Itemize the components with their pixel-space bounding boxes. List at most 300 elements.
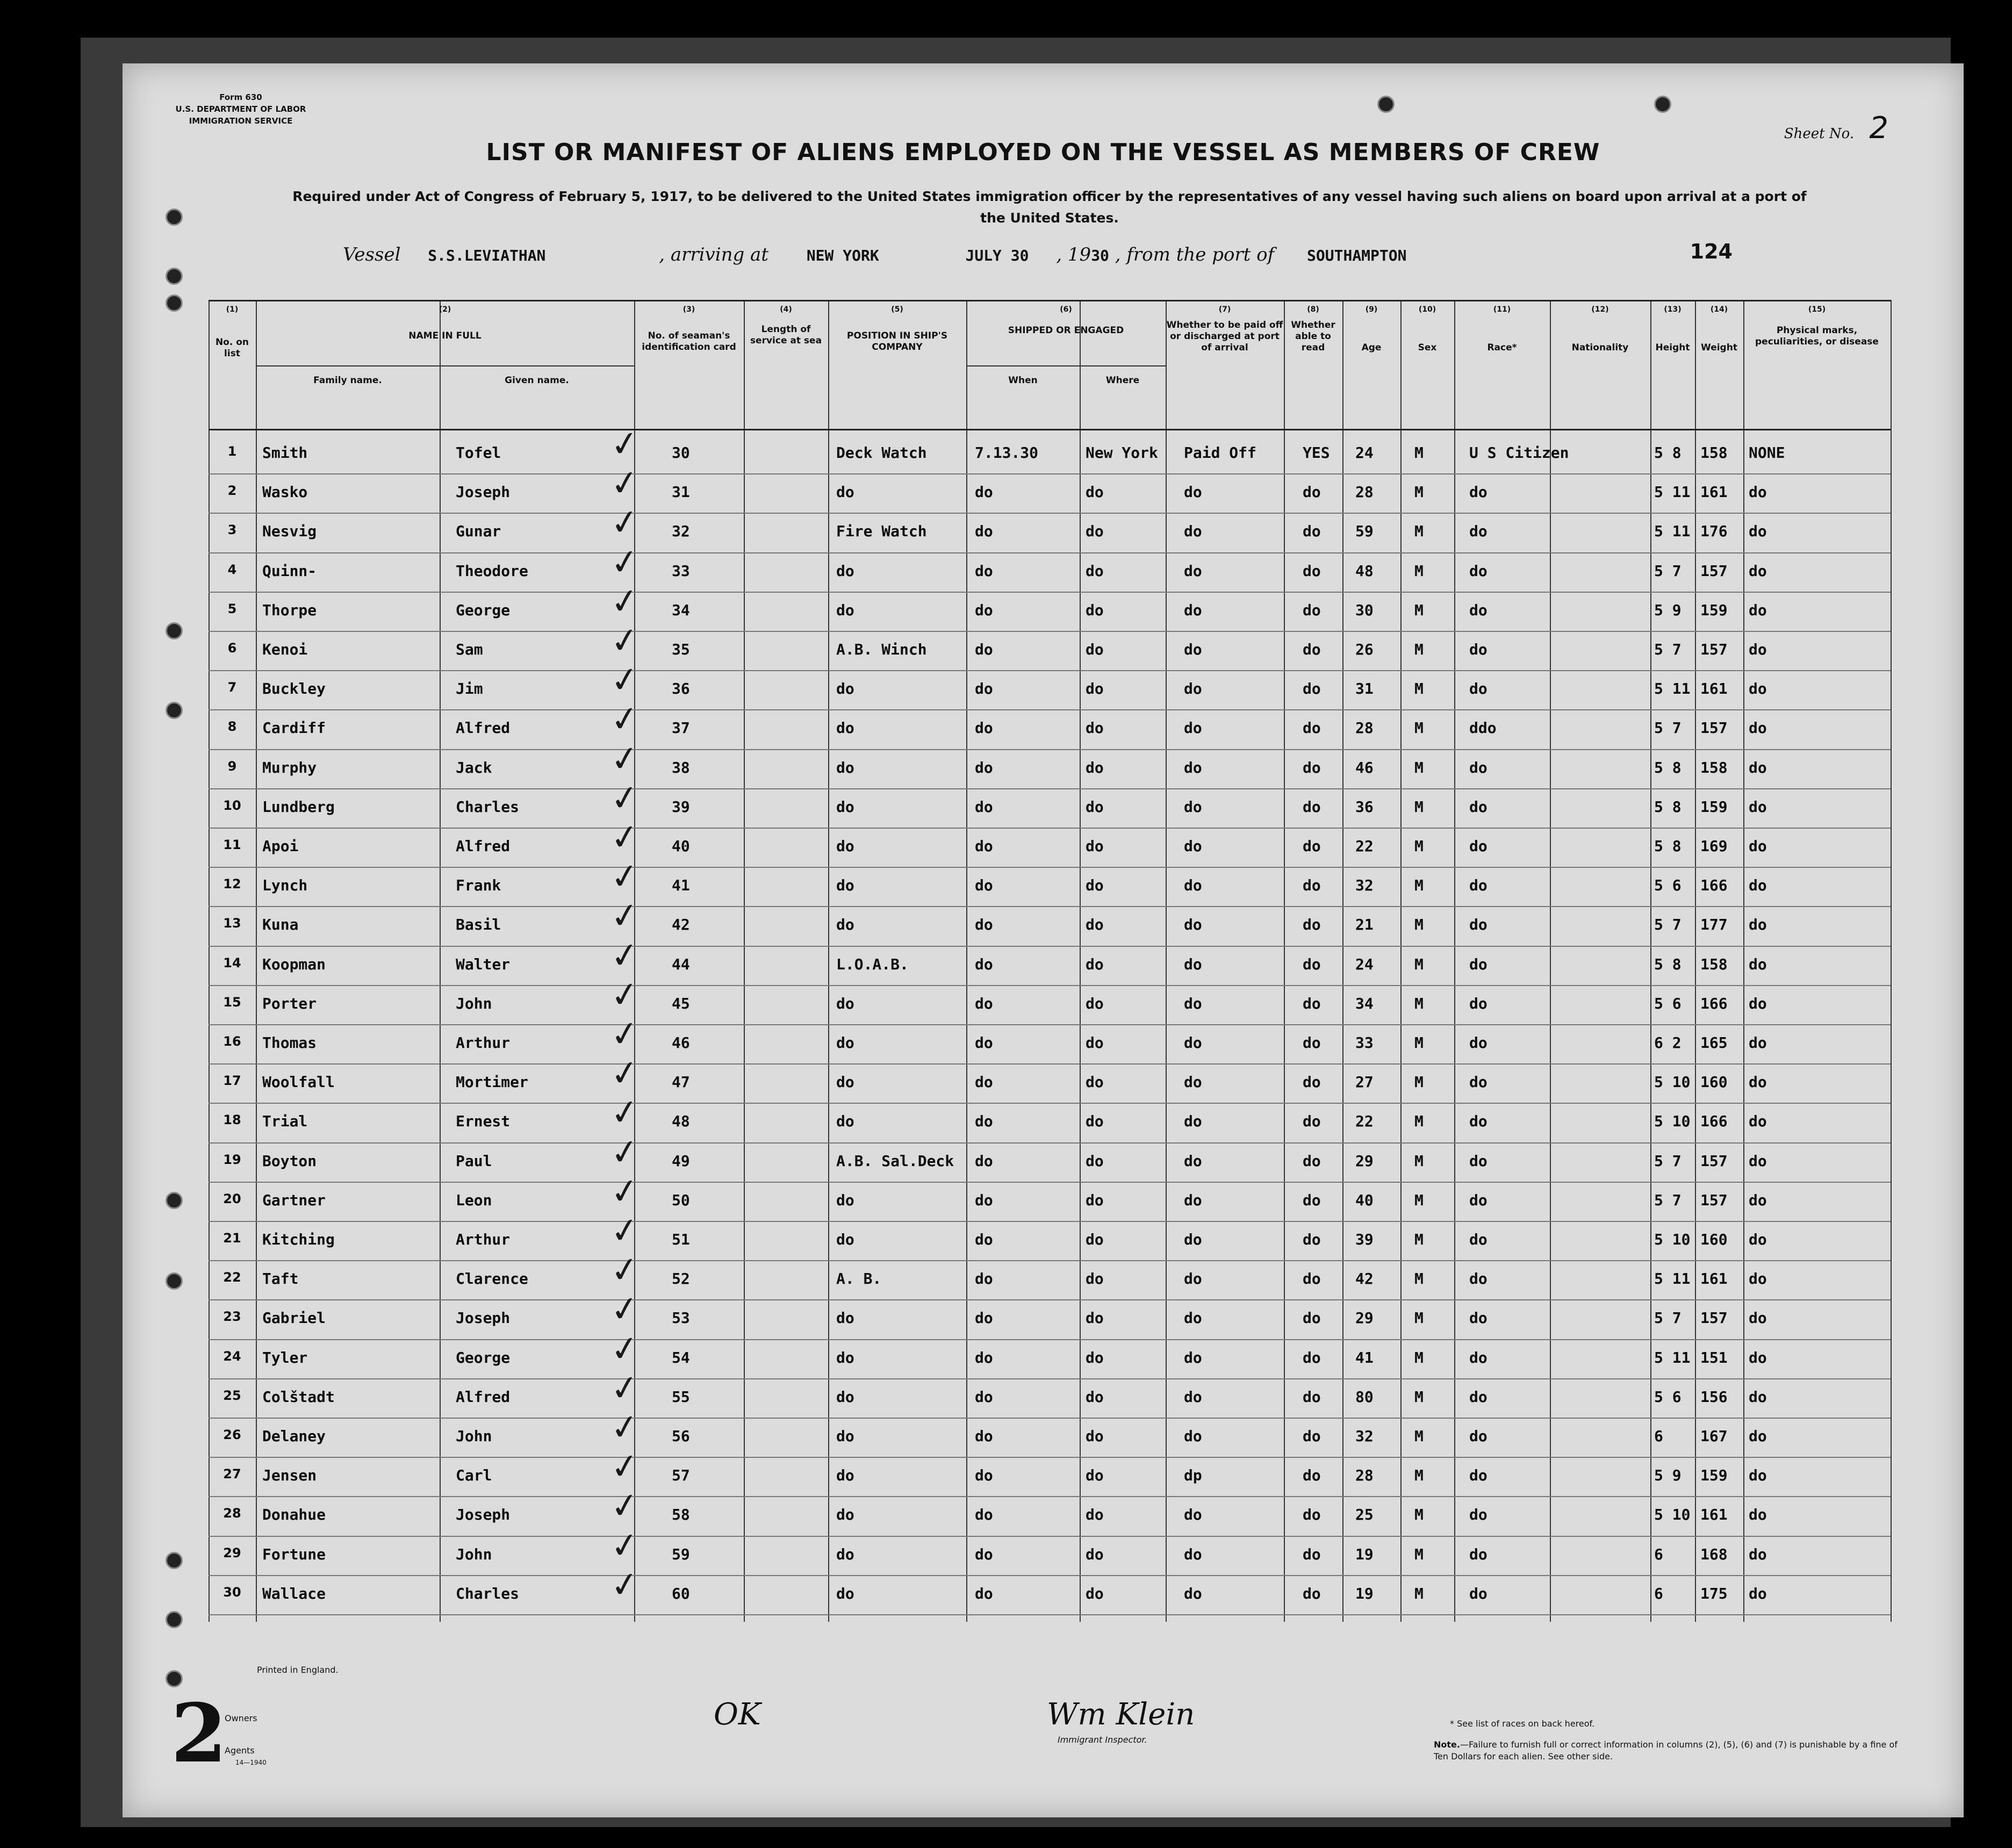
checkmark-icon: ✓ [608, 580, 642, 624]
cell-race: do [1469, 1034, 1488, 1052]
cell-read: do [1303, 1034, 1321, 1052]
row-rule [209, 749, 1891, 750]
row-rule [209, 592, 1891, 593]
arrival-date: JULY 30 [965, 247, 1029, 264]
cell-when: do [975, 1427, 993, 1445]
cell-where: do [1086, 876, 1104, 895]
cell-height: 5 8 [1654, 797, 1682, 816]
cell-given: Alfred [456, 1387, 511, 1406]
cell-marks: do [1749, 1034, 1767, 1052]
cell-card: 50 [672, 1191, 690, 1209]
cell-race: do [1469, 1584, 1488, 1602]
cell-sex: M [1414, 1466, 1424, 1485]
cell-race: do [1469, 1112, 1488, 1131]
form-code: 14—1940 [235, 1759, 267, 1766]
cell-marks: do [1749, 1270, 1767, 1288]
cell-family: Buckley [262, 680, 326, 698]
cell-when: do [975, 680, 993, 698]
cell-age: 32 [1355, 1427, 1374, 1445]
printed-note: Printed in England. [257, 1665, 339, 1675]
header-col5 [828, 304, 966, 353]
cell-no: 16 [223, 1034, 241, 1049]
checkmark-icon: ✓ [608, 1209, 642, 1253]
punch-hole-icon [166, 208, 183, 226]
cell-weight: 159 [1700, 797, 1728, 816]
cell-card: 60 [672, 1584, 690, 1602]
cell-when: do [975, 1506, 993, 1524]
cell-weight: 151 [1700, 1348, 1728, 1367]
checkmark-icon: ✓ [608, 1170, 642, 1214]
cell-weight: 157 [1700, 719, 1728, 737]
cell-position: do [836, 1348, 854, 1367]
cell-age: 25 [1355, 1506, 1374, 1524]
cell-family: Koopman [262, 955, 326, 973]
cell-no: 17 [223, 1073, 241, 1089]
cell-race: do [1469, 1348, 1488, 1367]
header-given-name: Given name. [505, 375, 569, 386]
punch-hole-icon [1377, 96, 1395, 113]
cell-race: do [1469, 1270, 1488, 1288]
row-rule [209, 1536, 1891, 1537]
cell-when: do [975, 837, 993, 855]
header-family-name: Family name. [313, 375, 382, 386]
checkmark-icon: ✓ [608, 1563, 642, 1607]
column-rule [1454, 300, 1455, 1622]
cell-read: do [1303, 1152, 1321, 1170]
cell-height: 5 8 [1654, 444, 1682, 462]
cell-age: 29 [1355, 1152, 1374, 1170]
col11-label: Race* [1487, 342, 1517, 353]
cell-card: 45 [672, 994, 690, 1012]
col3-number: (3) [682, 305, 695, 314]
row-rule [209, 1260, 1891, 1261]
arriving-label: , arriving at [659, 244, 768, 265]
cell-marks: do [1749, 1545, 1767, 1563]
cell-read: do [1303, 1270, 1321, 1288]
cell-family: Delaney [262, 1427, 326, 1445]
cell-where: do [1086, 955, 1104, 973]
checkmark-icon: ✓ [608, 1091, 642, 1135]
header-when: When [1008, 375, 1038, 386]
row-rule [209, 709, 1891, 710]
col13-number: (13) [1664, 305, 1682, 314]
row-rule [209, 1024, 1891, 1025]
cell-paid: do [1184, 837, 1202, 855]
checkmark-icon: ✓ [608, 1052, 642, 1096]
cell-where: do [1086, 719, 1104, 737]
cell-when: do [975, 1112, 993, 1131]
cell-given: Leon [456, 1191, 492, 1209]
col7-number: (7) [1218, 305, 1231, 314]
cell-given: Jack [456, 758, 492, 776]
cell-race: do [1469, 758, 1488, 776]
cell-paid: do [1184, 680, 1202, 698]
checkmark-icon: ✓ [608, 1248, 642, 1292]
cell-marks: do [1749, 601, 1767, 619]
col12-number: (12) [1591, 305, 1609, 314]
cell-race: do [1469, 483, 1488, 501]
cell-given: Tofel [456, 444, 501, 462]
cell-position: do [836, 1112, 854, 1131]
sheet-big-number: 2 [171, 1686, 227, 1781]
name-subrule [256, 365, 634, 366]
cell-height: 5 6 [1654, 876, 1682, 895]
cell-position: do [836, 797, 854, 816]
row-rule [209, 788, 1891, 789]
from-port: SOUTHAMPTON [1307, 247, 1407, 264]
cell-card: 42 [672, 916, 690, 934]
cell-paid: do [1184, 601, 1202, 619]
cell-paid: do [1184, 1506, 1202, 1524]
column-rule [1080, 365, 1081, 429]
cell-marks: do [1749, 719, 1767, 737]
cell-family: Lundberg [262, 797, 335, 816]
cell-family: Cardiff [262, 719, 326, 737]
cell-when: do [975, 994, 993, 1012]
cell-race: do [1469, 876, 1488, 895]
sheet-number-label: Sheet No. [1784, 126, 1855, 142]
cell-marks: do [1749, 1466, 1767, 1485]
cell-marks: do [1749, 522, 1767, 541]
cell-when: 7.13.30 [975, 444, 1039, 462]
sheet-inner [123, 63, 1964, 1817]
cell-paid: do [1184, 955, 1202, 973]
row-rule [209, 473, 1891, 474]
checkmark-icon: ✓ [608, 462, 642, 506]
col6-label: SHIPPED OR ENGAGED [1008, 325, 1124, 336]
cell-family: Thomas [262, 1034, 317, 1052]
cell-weight: 161 [1700, 483, 1728, 501]
cell-race: U S Citizen [1469, 444, 1569, 462]
cell-card: 33 [672, 562, 690, 580]
header-col14 [1695, 304, 1743, 354]
cell-given: Arthur [456, 1034, 511, 1052]
cell-card: 35 [672, 641, 690, 658]
cell-sex: M [1414, 1191, 1424, 1209]
cell-card: 34 [672, 601, 690, 619]
cell-age: 24 [1355, 444, 1374, 462]
cell-paid: do [1184, 1309, 1202, 1327]
year-suffix: 30 [1091, 247, 1109, 264]
cell-family: Jensen [262, 1466, 317, 1485]
cell-paid: do [1184, 1191, 1202, 1209]
cell-no: 15 [223, 994, 241, 1010]
cell-weight: 165 [1700, 1034, 1728, 1052]
cell-race: do [1469, 1309, 1488, 1327]
column-rule [1284, 300, 1285, 1622]
cell-height: 5 11 [1654, 1348, 1691, 1367]
cell-sex: M [1414, 444, 1424, 462]
cell-given: Ernest [456, 1112, 511, 1131]
column-rule [1650, 300, 1651, 1622]
cell-family: Donahue [262, 1506, 326, 1524]
cell-age: 30 [1355, 601, 1374, 619]
cell-read: do [1303, 1112, 1321, 1131]
cell-marks: do [1749, 797, 1767, 816]
cell-position: do [836, 1073, 854, 1091]
row-rule [209, 1142, 1891, 1144]
cell-read: do [1303, 601, 1321, 619]
cell-given: Basil [456, 916, 501, 934]
cell-card: 49 [672, 1152, 690, 1170]
cell-marks: do [1749, 837, 1767, 855]
penalty-note [1434, 1739, 1907, 1763]
vessel-name: S.S.LEVIATHAN [428, 247, 546, 264]
cell-weight: 169 [1700, 837, 1728, 855]
cell-height: 5 7 [1654, 1152, 1682, 1170]
cell-where: do [1086, 1427, 1104, 1445]
cell-weight: 161 [1700, 1270, 1728, 1288]
cell-where: do [1086, 1506, 1104, 1524]
cell-weight: 160 [1700, 1073, 1728, 1091]
cell-when: do [975, 1348, 993, 1367]
cell-paid: do [1184, 1073, 1202, 1091]
cell-race: do [1469, 641, 1488, 658]
cell-sex: M [1414, 719, 1424, 737]
arriving-port: NEW YORK [806, 247, 879, 264]
cell-weight: 161 [1700, 1506, 1728, 1524]
cell-sex: M [1414, 522, 1424, 541]
cell-family: Apoi [262, 837, 299, 855]
cell-marks: do [1749, 1112, 1767, 1131]
header-top-rule [209, 300, 1891, 301]
cell-age: 36 [1355, 797, 1374, 816]
cell-card: 52 [672, 1270, 690, 1288]
cell-no: 23 [223, 1309, 241, 1325]
punch-hole-icon [166, 622, 183, 639]
cell-no: 25 [223, 1387, 241, 1403]
cell-given: Joseph [456, 1506, 511, 1524]
punch-hole-icon [166, 702, 183, 719]
cell-sex: M [1414, 1112, 1424, 1131]
cell-height: 5 9 [1654, 601, 1682, 619]
cell-sex: M [1414, 1231, 1424, 1248]
row-rule [209, 946, 1891, 947]
row-rule [209, 513, 1891, 514]
cell-family: Colštadt [262, 1387, 335, 1406]
cell-height: 5 7 [1654, 1309, 1682, 1327]
cell-card: 40 [672, 837, 690, 855]
cell-race: do [1469, 1427, 1488, 1445]
cell-position: do [836, 562, 854, 580]
column-rule [440, 300, 441, 1622]
cell-family: Tyler [262, 1348, 308, 1367]
cell-race: ddo [1469, 719, 1497, 737]
cell-marks: do [1749, 1073, 1767, 1091]
checkmark-icon: ✓ [608, 541, 642, 584]
cell-weight: 156 [1700, 1387, 1728, 1406]
cell-race: do [1469, 1073, 1488, 1091]
cell-when: do [975, 1584, 993, 1602]
cell-card: 51 [672, 1231, 690, 1248]
cell-read: do [1303, 994, 1321, 1012]
cell-marks: do [1749, 1152, 1767, 1170]
cell-given: Frank [456, 876, 501, 895]
cell-no: 22 [223, 1270, 241, 1285]
cell-family: Taft [262, 1270, 299, 1288]
cell-position: do [836, 916, 854, 934]
year-prefix: , 19 [1056, 244, 1091, 265]
cell-sex: M [1414, 955, 1424, 973]
cell-where: do [1086, 641, 1104, 658]
cell-family: Thorpe [262, 601, 317, 619]
cell-given: Alfred [456, 719, 511, 737]
cell-read: do [1303, 1191, 1321, 1209]
shipped-subrule [966, 365, 1166, 366]
cell-sex: M [1414, 837, 1424, 855]
col14-number: (14) [1710, 305, 1728, 314]
header-col7 [1166, 304, 1284, 354]
cell-read: do [1303, 1545, 1321, 1563]
cell-card: 36 [672, 680, 690, 698]
cell-family: Smith [262, 444, 308, 462]
col13-label: Height [1655, 342, 1690, 353]
cell-race: do [1469, 994, 1488, 1012]
cell-height: 5 7 [1654, 1191, 1682, 1209]
cell-sex: M [1414, 641, 1424, 658]
inspector-initials: OK [714, 1697, 761, 1732]
cell-weight: 177 [1700, 916, 1728, 934]
cell-given: John [456, 1427, 492, 1445]
col2-number: (2) [439, 305, 451, 314]
cell-given: Jim [456, 680, 483, 698]
row-rule [209, 1496, 1891, 1497]
service-name: IMMIGRATION SERVICE [189, 116, 293, 126]
cell-when: do [975, 522, 993, 541]
row-rule [209, 1457, 1891, 1458]
cell-paid: do [1184, 1270, 1202, 1288]
cell-sex: M [1414, 916, 1424, 934]
cell-position: do [836, 483, 854, 501]
cell-no: 5 [227, 601, 237, 616]
checkmark-icon: ✓ [608, 816, 642, 860]
cell-card: 30 [672, 444, 690, 462]
cell-given: Paul [456, 1152, 492, 1170]
col9-label: Age [1361, 342, 1382, 353]
cell-paid: do [1184, 1034, 1202, 1052]
cell-position: do [836, 1466, 854, 1485]
column-rule [744, 300, 745, 1622]
cell-card: 46 [672, 1034, 690, 1052]
punch-hole-icon [166, 1192, 183, 1209]
cell-read: do [1303, 1073, 1321, 1091]
cell-when: do [975, 797, 993, 816]
cell-age: 29 [1355, 1309, 1374, 1327]
cell-family: Lynch [262, 876, 308, 895]
cell-sex: M [1414, 1348, 1424, 1367]
cell-family: Gabriel [262, 1309, 326, 1327]
cell-where: do [1086, 1152, 1104, 1170]
vessel-label: Vessel [343, 244, 401, 265]
row-rule [209, 1575, 1891, 1576]
cell-weight: 157 [1700, 1191, 1728, 1209]
cell-paid: Paid Off [1184, 444, 1256, 462]
row-rule [209, 1299, 1891, 1300]
cell-when: do [975, 1191, 993, 1209]
cell-age: 22 [1355, 1112, 1374, 1131]
checkmark-icon: ✓ [608, 934, 642, 977]
cell-position: do [836, 1191, 854, 1209]
manifest-table [209, 300, 1960, 1622]
cell-card: 44 [672, 955, 690, 973]
cell-no: 30 [223, 1584, 241, 1600]
cell-race: do [1469, 1387, 1488, 1406]
col1-number: (1) [226, 305, 239, 314]
cell-age: 33 [1355, 1034, 1374, 1052]
column-rule [1080, 300, 1081, 1622]
cell-paid: do [1184, 1348, 1202, 1367]
col12-label: Nationality [1571, 342, 1629, 353]
checkmark-icon: ✓ [608, 1445, 642, 1489]
checkmark-icon: ✓ [608, 698, 642, 742]
cell-no: 10 [223, 797, 241, 813]
cell-sex: M [1414, 1034, 1424, 1052]
cell-sex: M [1414, 1427, 1424, 1445]
cell-age: 34 [1355, 994, 1374, 1012]
cell-when: do [975, 562, 993, 580]
cell-where: do [1086, 837, 1104, 855]
cell-age: 42 [1355, 1270, 1374, 1288]
header-col15 [1743, 304, 1891, 348]
header-col8 [1284, 304, 1342, 354]
cell-marks: do [1749, 916, 1767, 934]
cell-read: do [1303, 876, 1321, 895]
cell-no: 26 [223, 1427, 241, 1442]
cell-given: George [456, 1348, 511, 1367]
cell-no: 13 [223, 916, 241, 931]
cell-no: 24 [223, 1348, 241, 1364]
cell-marks: do [1749, 876, 1767, 895]
cell-where: do [1086, 994, 1104, 1012]
cell-position: do [836, 837, 854, 855]
cell-given: John [456, 994, 492, 1012]
cell-given: Theodore [456, 562, 528, 580]
cell-sex: M [1414, 1506, 1424, 1524]
cell-paid: do [1184, 483, 1202, 501]
checkmark-icon: ✓ [608, 973, 642, 1017]
cell-family: Trial [262, 1112, 308, 1131]
cell-read: do [1303, 641, 1321, 658]
row-rule [209, 828, 1891, 829]
checkmark-icon: ✓ [608, 1406, 642, 1450]
cell-height: 5 10 [1654, 1073, 1691, 1091]
cell-given: George [456, 601, 511, 619]
department-name: U.S. DEPARTMENT OF LABOR [175, 104, 306, 114]
checkmark-icon: ✓ [608, 1485, 642, 1528]
cell-card: 41 [672, 876, 690, 895]
cell-where: do [1086, 1348, 1104, 1367]
cell-paid: do [1184, 916, 1202, 934]
cell-given: John [456, 1545, 492, 1563]
cell-position: do [836, 1309, 854, 1327]
sheet-number-value: 2 [1869, 111, 1888, 146]
checkmark-icon: ✓ [608, 895, 642, 938]
cell-no: 28 [223, 1506, 241, 1521]
cell-when: do [975, 1545, 993, 1563]
form-number: Form 630 [219, 92, 262, 102]
col6-number: (6) [1060, 305, 1072, 314]
header-col10 [1400, 304, 1454, 354]
row-rule [209, 1063, 1891, 1065]
cell-paid: do [1184, 719, 1202, 737]
cell-age: 32 [1355, 876, 1374, 895]
col10-label: Sex [1418, 342, 1437, 353]
cell-paid: do [1184, 876, 1202, 895]
cell-sex: M [1414, 797, 1424, 816]
cell-given: Walter [456, 955, 511, 973]
header-col13 [1650, 304, 1695, 354]
col8-number: (8) [1307, 305, 1319, 314]
